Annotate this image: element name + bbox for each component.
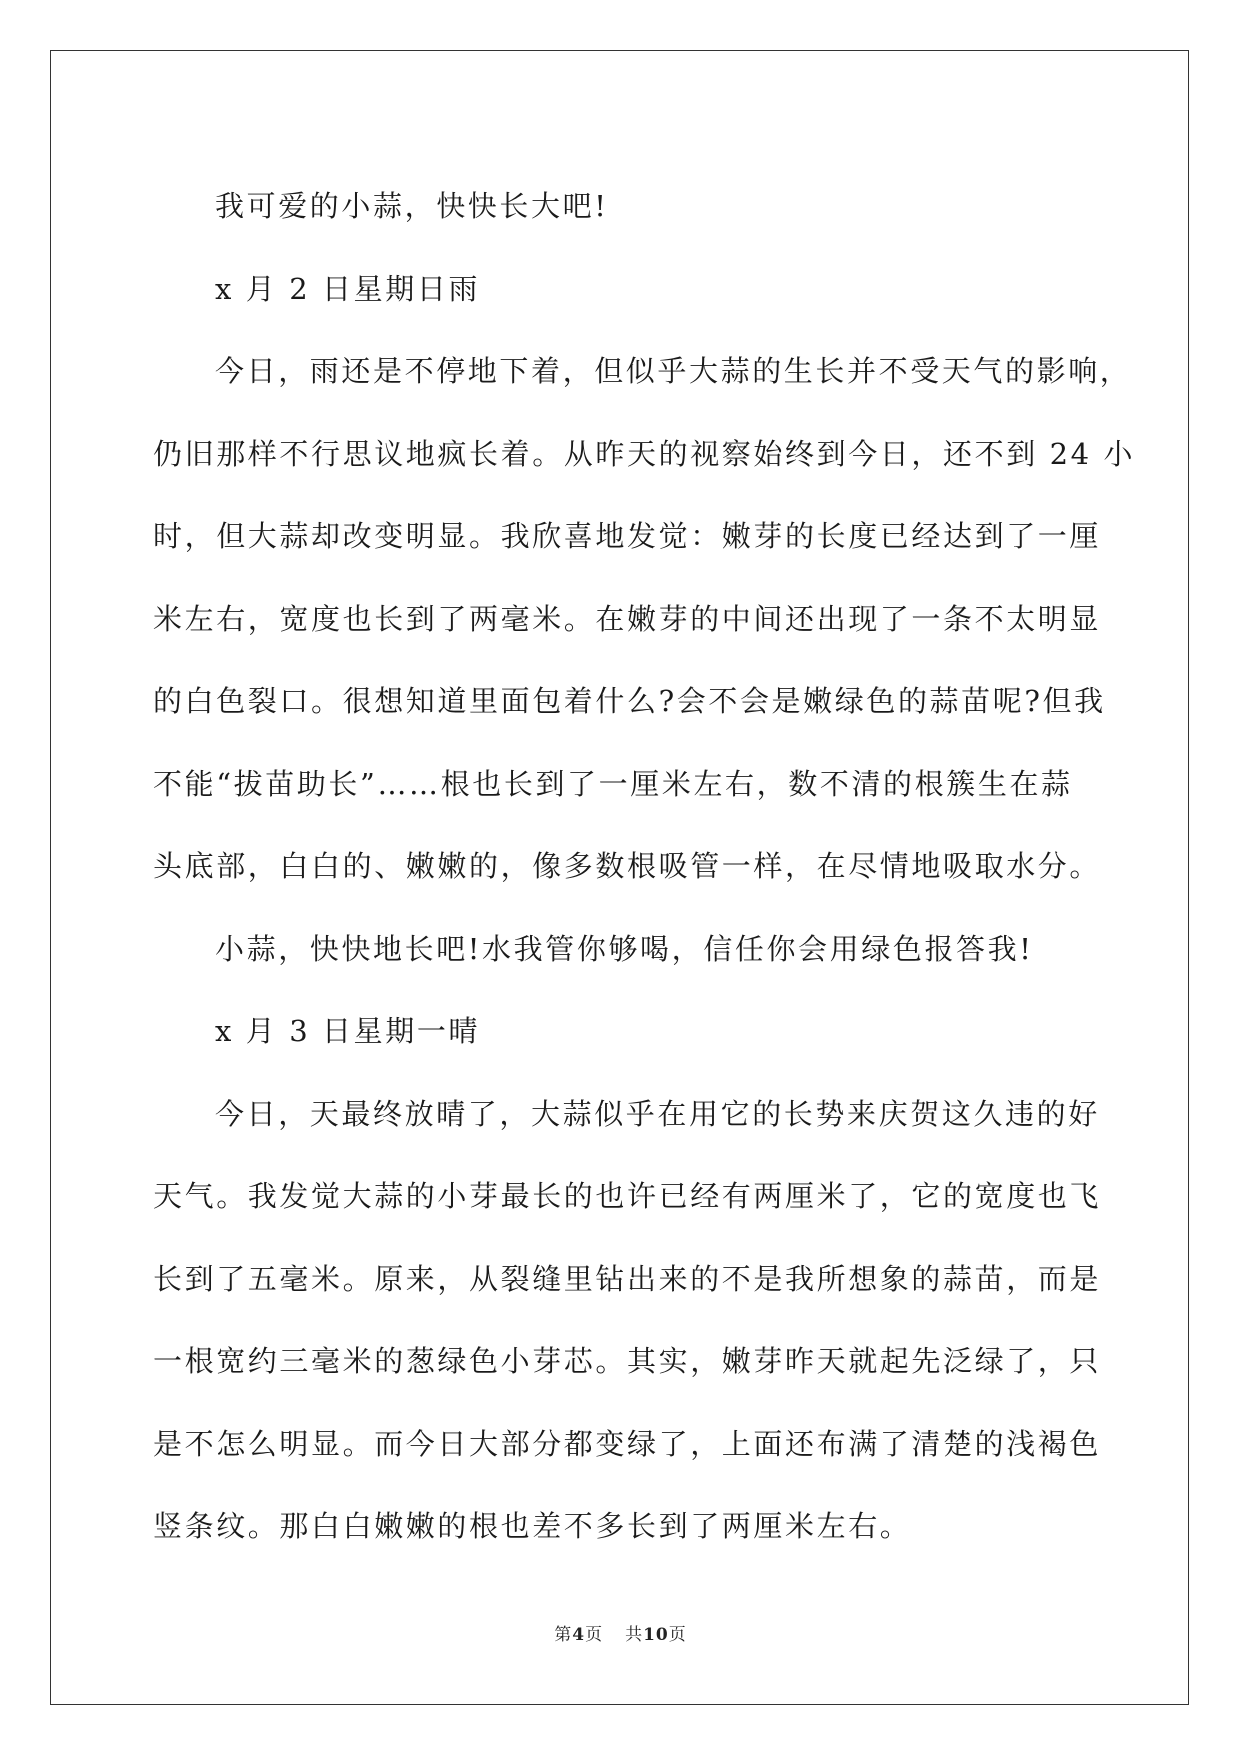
total-prefix: 共 bbox=[625, 1625, 644, 1645]
text-line: 小蒜，快快地长吧!水我管你够喝，信任你会用绿色报答我! bbox=[215, 931, 1034, 966]
document-text bbox=[153, 165, 1136, 1568]
document-body bbox=[153, 165, 1136, 1568]
text-line: 今日，雨还是不停地下着，但似乎大蒜的生长并不受天气的影响， bbox=[215, 354, 1132, 388]
text-line: 时，但大蒜却改变明显。我欣喜地发觉：嫩芽的长度已经达到了一厘 bbox=[153, 519, 1102, 553]
text-line: 不能“拔苗助长”……根也长到了一厘米左右，数不清的根簇生在蒜 bbox=[153, 766, 1073, 801]
text-line: 我可爱的小蒜，快快长大吧! bbox=[215, 189, 609, 223]
text-line: 天气。我发觉大蒜的小芽最长的也许已经有两厘米了，它的宽度也飞 bbox=[153, 1179, 1102, 1213]
page-prefix: 第 bbox=[554, 1625, 573, 1645]
page-number: 4 bbox=[572, 1625, 586, 1645]
diary-date-heading: x 月 2 日星期日雨 bbox=[215, 271, 481, 306]
total-suffix: 页 bbox=[668, 1625, 687, 1645]
page-suffix: 页 bbox=[585, 1625, 604, 1645]
text-line: 今日，天最终放晴了，大蒜似乎在用它的长势来庆贺这久违的好 bbox=[215, 1096, 1100, 1131]
text-line: 一根宽约三毫米的葱绿色小芽芯。其实，嫩芽昨天就起先泛绿了，只 bbox=[153, 1344, 1102, 1378]
total-pages: 10 bbox=[643, 1625, 669, 1645]
text-line: 长到了五毫米。原来，从裂缝里钻出来的不是我所想象的蒜苗，而是 bbox=[153, 1261, 1102, 1296]
text-line: 竖条纹。那白白嫩嫩的根也差不多长到了两厘米左右。 bbox=[153, 1509, 912, 1543]
text-line: 头底部，白白的、嫩嫩的，像多数根吸管一样，在尽情地吸取水分。 bbox=[153, 849, 1102, 883]
diary-date-heading: x 月 3 日星期一晴 bbox=[215, 1014, 481, 1048]
text-line: 的白色裂口。很想知道里面包着什么?会不会是嫩绿色的蒜苗呢?但我 bbox=[153, 684, 1106, 718]
text-line: 是不怎么明显。而今日大部分都变绿了，上面还布满了清楚的浅褐色 bbox=[153, 1426, 1102, 1461]
text-line: 米左右，宽度也长到了两毫米。在嫩芽的中间还出现了一条不太明显 bbox=[153, 601, 1102, 636]
text-line: 仍旧那样不行思议地疯长着。从昨天的视察始终到今日，还不到 24 小 bbox=[153, 436, 1136, 471]
page-footer bbox=[0, 1620, 1241, 1645]
